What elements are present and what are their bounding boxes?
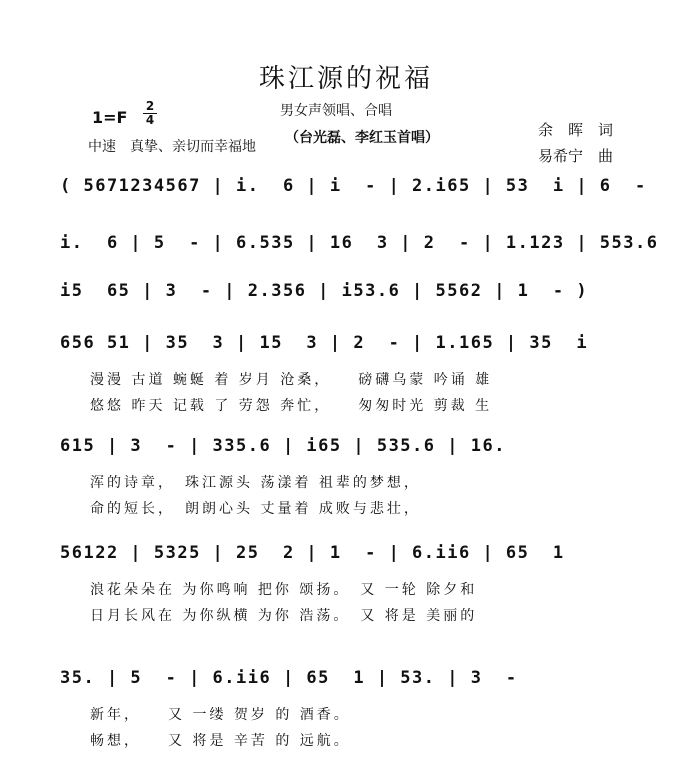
notation-line: i. 6 | 5 - | 6.535 | 16 3 | 2 - | 1.123 | 553.6 [60,233,659,253]
meter-denominator: 4 [145,113,155,127]
lyric-verse-1: 浪花朵朵在 为你鸣响 把你 颂扬。 又 一轮 除夕和 [90,582,478,598]
lyric-verse-2: 日月长风在 为你纵横 为你 浩荡。 又 将是 美丽的 [90,608,478,624]
lyric-verse-1: 新年， 又 一缕 贺岁 的 酒香。 [90,707,351,723]
tempo-marking: 中速 真挚、亲切而幸福地 [88,139,256,155]
lyricist-credit: 余 晖 词 [538,121,614,139]
premiere-note: （台光磊、李红玉首唱） [285,130,439,146]
notation-line: ( 5671234567 | i. 6 | i - | 2.i65 | 53 i | 6 - [60,176,647,196]
performers-note: 男女声领唱、合唱 [280,103,392,119]
composer-credit: 易希宁 曲 [538,147,614,165]
notation-line: 56122 | 5325 | 25 2 | 1 - | 6.ii6 | 65 1 [60,543,565,563]
lyric-verse-1: 漫漫 古道 蜿蜒 着 岁月 沧桑， 磅礴乌蒙 吟诵 雄 [90,372,493,388]
notation-line: 656 51 | 35 3 | 15 3 | 2 - | 1.165 | 35 i [60,333,589,353]
lyric-verse-2: 畅想， 又 将是 辛苦 的 远航。 [90,733,351,749]
meter-numerator: 2 [143,100,157,114]
notation-line: 615 | 3 - | 335.6 | i65 | 535.6 | 16. [60,436,506,456]
lyric-verse-2: 悠悠 昨天 记载 了 劳怨 奔忙， 匆匆时光 剪裁 生 [90,398,493,414]
notation-line: 35. | 5 - | 6.ii6 | 65 1 | 53. | 3 - [60,668,518,688]
lyric-verse-1: 浑的诗章， 珠江源头 荡漾着 祖辈的梦想， [90,475,421,491]
lyric-verse-2: 命的短长， 朗朗心头 丈量着 成败与悲壮， [90,501,421,517]
song-title: 珠江源的祝福 [258,64,433,94]
key-signature: 1=F [92,108,128,127]
notation-line: i5 65 | 3 - | 2.356 | i53.6 | 5562 | 1 - ) [60,281,589,301]
time-signature [143,100,157,127]
